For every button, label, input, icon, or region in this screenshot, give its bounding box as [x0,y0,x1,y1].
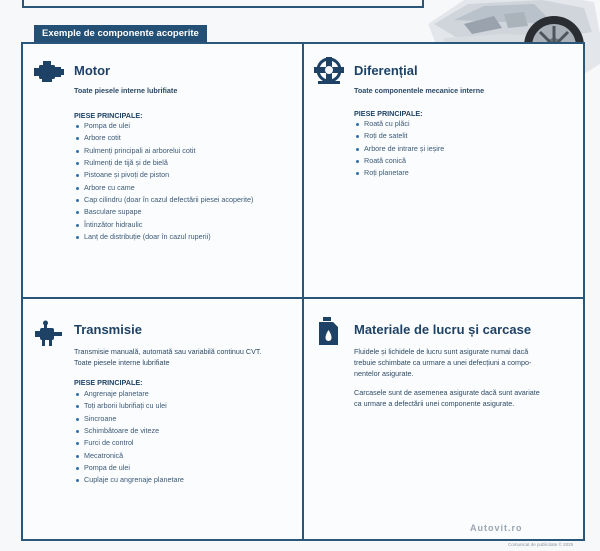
cell-subtitle: Toate componentele mecanice interne [354,86,485,95]
parts-heading: PIESE PRINCIPALE: [354,109,423,118]
grid-divider-horizontal [22,297,584,299]
list-item: Pompa de ulei [76,120,253,132]
list-item: Roți de satelit [356,130,444,142]
list-item: Arbore cotit [76,132,253,144]
cell-paragraph-2 [354,387,580,409]
list-item: Rulmenți principali ai arborelui cotit [76,145,253,157]
watermark: Autovit.ro [470,523,523,533]
oil-can-icon [314,316,348,346]
parts-list [356,118,444,180]
transmission-icon [32,320,66,350]
list-item: Toți arborii lubrifiați cu ulei [76,400,184,412]
list-item: Pompa de ulei [76,462,184,474]
paragraph-line: trebuie schimbate ca urmare a unei defecțiuni a compo- [354,358,532,367]
cell-transmission [30,316,300,538]
differential-icon [312,56,346,86]
cell-title: Materiale de lucru și carcase [354,322,532,337]
list-item: Furci de control [76,437,184,449]
list-item: Roată conică [356,155,444,167]
parts-list [76,388,184,487]
cell-title: Transmisie [74,322,142,337]
paragraph-line: Carcasele sunt de asemenea asigurate dacă sunt avariate [354,388,540,397]
list-item: Arbore de intrare și ieșire [356,143,444,155]
cell-subtitle: Toate piesele interne lubrifiate [74,86,178,95]
footnote: Comunicat de publicitate © 2025 [508,542,574,547]
list-item: Cap cilindru (doar în cazul defectării piesei acoperite) [76,194,253,206]
section-label: Exemple de componente acoperite [34,25,207,43]
list-item: Roți planetare [356,167,444,179]
cell-title: Motor [74,63,111,78]
parts-heading: PIESE PRINCIPALE: [74,378,143,387]
top-frame [22,0,424,8]
list-item: Schimbătoare de viteze [76,425,184,437]
list-item: Pistoane și pivoți de piston [76,169,253,181]
list-item: Mecatronică [76,450,184,462]
list-item: Întinzător hidraulic [76,219,253,231]
parts-heading: PIESE PRINCIPALE: [74,111,143,120]
subtitle-line: Transmisie manuală, automată sau variabilă continuu CVT. [74,347,262,356]
list-item: Lanț de distribuție (doar în cazul ruperii) [76,231,253,243]
paragraph-line: Fluidele și lichidele de lucru sunt asigurate numai dacă [354,347,529,356]
cell-paragraph-1 [354,346,580,379]
list-item: Rulmenți de tijă și de bielă [76,157,253,169]
cell-fluids-housings [310,316,580,538]
grid-divider-vertical [302,43,304,540]
paragraph-line: ca urmare a defectării unei componente asigurate. [354,399,515,408]
parts-list [76,120,253,243]
cell-motor [30,56,300,292]
list-item: Sincroane [76,413,184,425]
cell-subtitle [74,346,300,368]
cell-differential [310,56,580,292]
list-item: Cuplaje cu angrenaje planetare [76,474,184,486]
list-item: Basculare supape [76,206,253,218]
paragraph-line: nentelor asigurate. [354,369,414,378]
list-item: Roată cu plăci [356,118,444,130]
cell-title: Diferențial [354,63,418,78]
list-item: Angrenaje planetare [76,388,184,400]
engine-icon [32,58,66,88]
list-item: Arbore cu came [76,182,253,194]
subtitle-line: Toate piesele interne lubrifiate [74,358,170,367]
